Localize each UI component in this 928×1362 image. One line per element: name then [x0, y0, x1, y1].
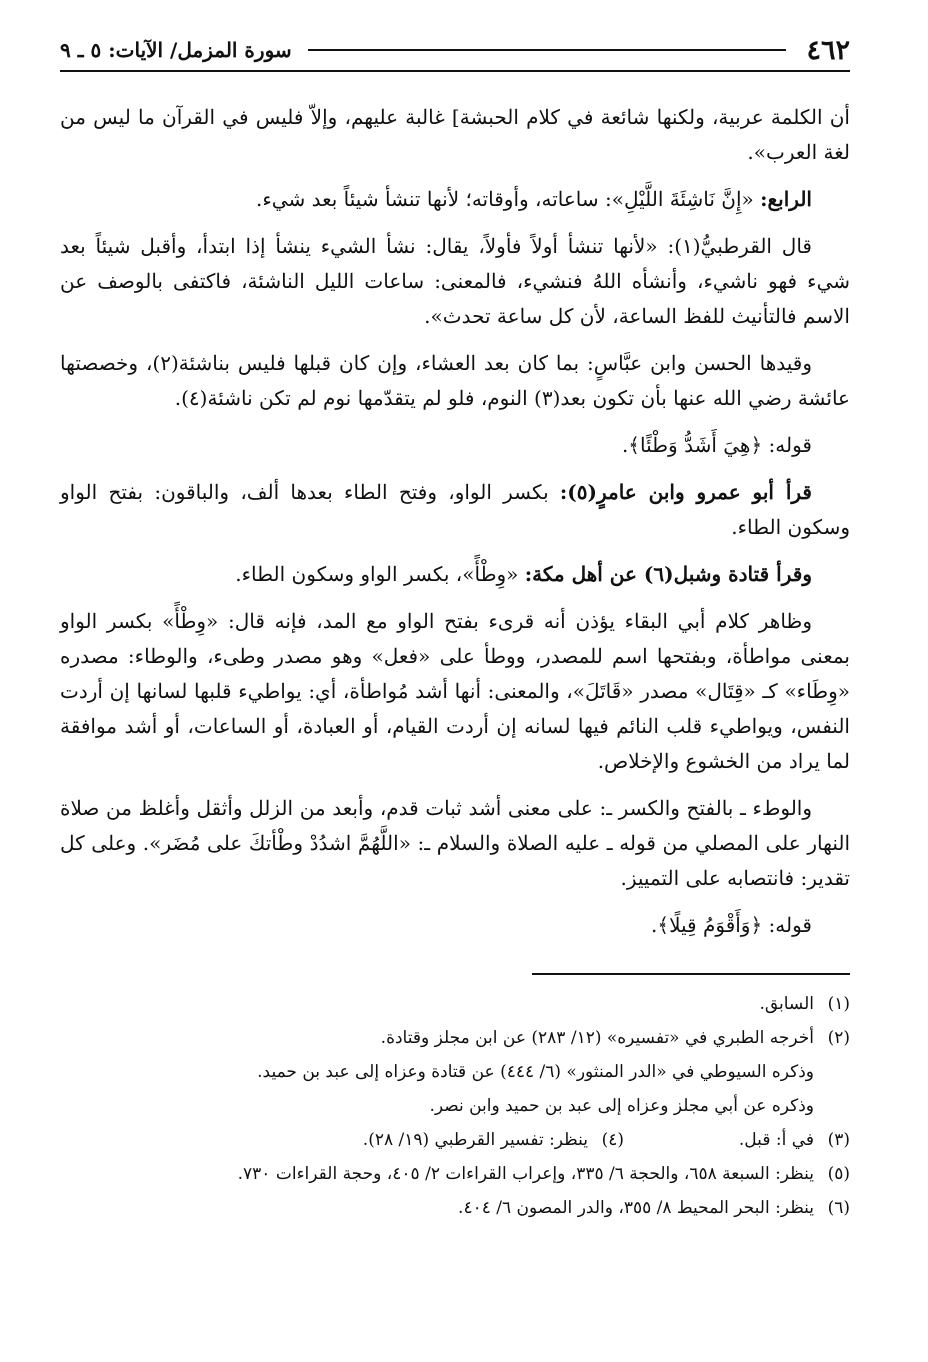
- footnote-separator: [532, 973, 850, 975]
- footnote-continuation: [60, 1055, 850, 1089]
- footnote-number: (٦): [827, 1198, 850, 1218]
- footnote-number: (٢): [827, 1028, 850, 1048]
- footnote-continuation: [60, 1089, 850, 1123]
- footnote-text: وذكره السيوطي في «الدر المنثور» (٦/ ٤٤٤) عن قتادة وعزاه إلى عبد بن حميد.: [257, 1062, 814, 1082]
- footnote: [60, 1157, 850, 1191]
- paragraph-lead: وقرأ قتادة وشبل(٦) عن أهل مكة:: [524, 562, 812, 586]
- paragraph-lead: قرأ أبو عمرو وابن عامرٍ(٥):: [559, 480, 812, 504]
- main-text: [60, 100, 850, 943]
- footnotes: [60, 987, 850, 1225]
- page: [60, 30, 850, 1225]
- page-number: ٤٦٢: [806, 34, 850, 66]
- footnote-pair: [60, 1123, 850, 1157]
- footnote-number: (٥): [827, 1164, 850, 1184]
- footnote: [60, 1191, 850, 1225]
- paragraph: أن الكلمة عربية، ولكنها شائعة في كلام الحبشة] غالبة عليهم، وإلاّ فليس في القرآن ما ليس من لغة العرب».: [60, 105, 850, 164]
- running-header: [60, 30, 850, 72]
- surah-title: سورة المزمل/ الآيات: ٥ ـ ٩: [60, 38, 292, 62]
- paragraph: قرأ أبو عمرو وابن عامرٍ(٥): بكسر الواو، وفتح الطاء بعدها ألف، والباقون: بفتح الواو وسكون الطاء.: [60, 480, 850, 539]
- paragraph: وقرأ قتادة وشبل(٦) عن أهل مكة: «وِطْأً»، بكسر الواو وسكون الطاء.: [235, 562, 812, 586]
- footnote-text: وذكره عن أبي مجلز وعزاه إلى عبد بن حميد وابن نصر.: [429, 1096, 814, 1116]
- paragraph: وظاهر كلام أبي البقاء يؤذن أنه قرىء بفتح الواو مع المد، فإنه قال: «وِطْأً» بكسر الواو بمعنى مواطأة، وبفتحها اسم للمصدر، ووطأ على «فعل» وهو مصدر وطىء، والوطاء: مصدره «وِطَاء» كـ «قِتَال» مصدر «قَاتَلَ»، والمعنى: أنها أشد مُواطأة، أي: يواطيء قلبها لسانها إن أردت النفس، ويواطيء قلب النائم فيها لسانه إن أردت القيام، أو العبادة، أو الساعات، أو أشد موافقة لما يراد من الخشوع والإخلاص.: [60, 609, 850, 773]
- footnote-number: (٤): [601, 1130, 624, 1150]
- paragraph: الرابع: «إِنَّ نَاشِئَةَ اللَّيْلِ»: ساعاته، وأوقاته؛ لأنها تنشأ شيئاً بعد شيء.: [256, 187, 812, 211]
- footnote-text: ينظر: السبعة ٦٥٨، والحجة ٦/ ٣٣٥، وإعراب القراءات ٢/ ٤٠٥، وحجة القراءات ٧٣٠.: [237, 1164, 814, 1184]
- verse-quote: قوله: ﴿هِيَ أَشَدُّ وَطْئًا﴾.: [621, 433, 812, 457]
- footnote-text: في أ: قبل.: [738, 1130, 814, 1150]
- footnote-text: السابق.: [759, 994, 814, 1014]
- footnote-text: ينظر: البحر المحيط ٨/ ٣٥٥، والدر المصون ٦/ ٤٠٤.: [458, 1198, 814, 1218]
- header-rule: [308, 49, 787, 51]
- paragraph-lead: الرابع:: [760, 187, 812, 211]
- verse-quote: قوله: ﴿وَأَقْوَمُ قِيلًا﴾.: [651, 913, 812, 937]
- footnote-text: أخرجه الطبري في «تفسيره» (١٢/ ٢٨٣) عن ابن مجلز وقتادة.: [380, 1028, 814, 1048]
- footnote-number: (١): [827, 994, 850, 1014]
- footnote-number: (٣): [827, 1130, 850, 1150]
- footnote: [60, 1021, 850, 1055]
- paragraph: وقيدها الحسن وابن عبَّاسٍ: بما كان بعد العشاء، وإن كان قبلها فليس بناشئة(٢)، وخصصتها عائشة رضي الله عنها بأن تكون بعد(٣) النوم، فلو لم يتقدّمها نوم لم تكن ناشئة(٤).: [60, 351, 850, 410]
- footnote: [60, 987, 850, 1021]
- paragraph: والوطء ـ بالفتح والكسر ـ: على معنى أشد ثبات قدم، وأبعد من الزلل وأثقل وأغلظ من صلاة النهار على المصلي من قوله ـ عليه الصلاة والسلام ـ: «اللَّهُمَّ اشدُدْ وطْأتكَ على مُضَر». وعلى كل تقدير: فانتصابه على التمييز.: [60, 796, 850, 890]
- footnote-text: ينظر: تفسير القرطبي (١٩/ ٢٨).: [362, 1130, 588, 1150]
- paragraph: قال القرطبيُّ(١): «لأنها تنشأ أولاً فأولاً، يقال: نشأ الشيء ينشأ إذا ابتدأ، وأقبل شيئاً بعد شيء فهو ناشيء، وأنشأه اللهُ فنشيء، فالمعنى: ساعات الليل الناشئة، فاكتفى بالوصف عن الاسم فالتأنيث للفظ الساعة، لأن كل ساعة تحدث».: [60, 234, 850, 328]
